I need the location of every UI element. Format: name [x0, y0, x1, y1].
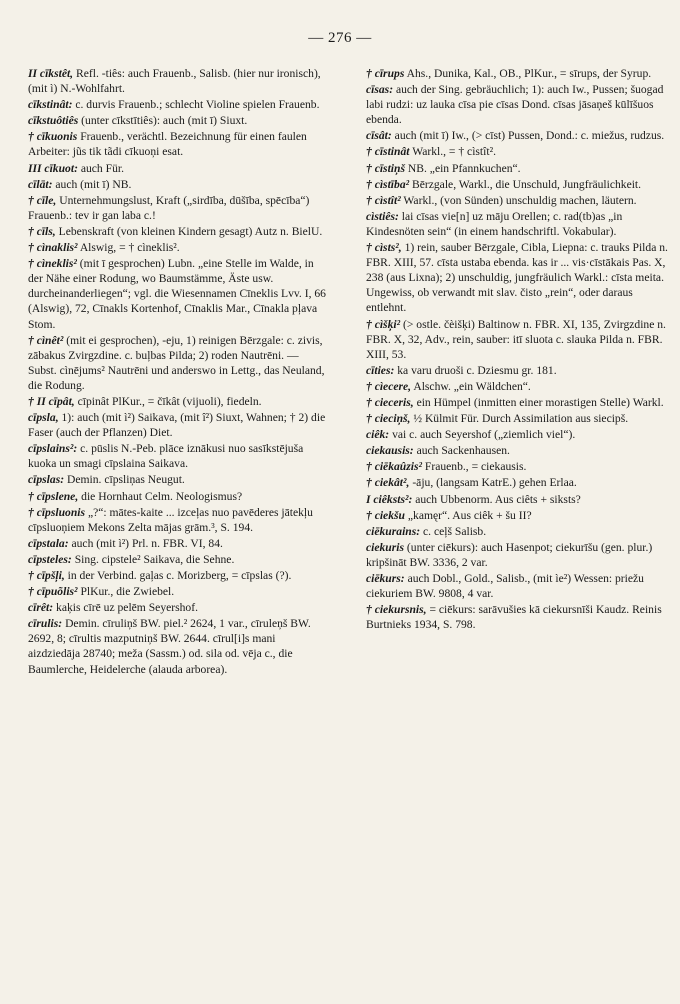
dictionary-entry	[366, 508, 668, 523]
dictionary-entry	[28, 568, 330, 583]
dictionary-entry	[28, 66, 330, 96]
dictionary-entry	[366, 411, 668, 426]
entry-text: cīpinât PlKur., = čīkât (vijuoli), fiedeln.	[77, 394, 262, 408]
dictionary-entry	[366, 209, 668, 239]
entry-headword: † cìnaklis²	[28, 241, 78, 255]
entry-text: c. durvis Frauenb.; schlecht Violine spielen Frauenb.	[75, 98, 320, 112]
dictionary-entry	[366, 161, 668, 176]
dictionary-entry	[28, 552, 330, 567]
entry-headword: † cìstība²	[366, 177, 410, 191]
dictionary-entry	[28, 489, 330, 504]
entry-headword: cīpslas:	[28, 473, 65, 487]
entry-text: Warkl., (von Sünden) unschuldig machen, läutern.	[403, 193, 637, 207]
dictionary-entry	[366, 524, 668, 539]
entry-text: auch (mit ī) NB.	[55, 177, 132, 191]
entry-headword: † ciekursnis,	[366, 603, 427, 617]
entry-text: Bērzgale, Warkl., die Unschuld, Jungfräulichkeit.	[412, 177, 642, 191]
entry-headword: cīpsla,	[28, 411, 59, 425]
dictionary-entry	[366, 240, 668, 315]
entry-text: lai cīsas vie[n] uz māju Orellen; c. rad(tb)as „in Kindesnöten sein“ (in einem handschriftl. Vokabular).	[366, 209, 623, 238]
entry-headword: ciekuris	[366, 540, 405, 554]
entry-headword: ciekausis:	[366, 444, 414, 458]
dictionary-entry	[28, 616, 330, 676]
entry-text: „kamęr“. Aus ciêk + šu II?	[407, 508, 532, 522]
dictionary-entry	[366, 82, 668, 127]
entry-headword: ciēkurains:	[366, 524, 421, 538]
entry-text: Ahs., Dunika, Kal., OB., PlKur., = sīrups, der Syrup.	[406, 67, 652, 80]
entry-headword: cīpstala:	[28, 536, 69, 550]
dictionary-entry	[366, 443, 668, 458]
entry-text: -āju, (langsam KatrE.) gehen Erlaa.	[412, 476, 577, 490]
entry-text: Alswig, = † cìneklis².	[79, 241, 180, 255]
entry-text: auch Sackenhausen.	[416, 444, 510, 458]
entry-text: 1) rein, sauber Bērzgale, Cibla, Liepna: c. trauks Pilda n. FBR. XIII, 57. cīsta ustaba ebenda. kas ir ... vis·cīstākais Pas. X, 238 (aus Lixna); 2) unschuldig, jungfräulich Warkl.: cīsta meita. Ungewiss, ob verwandt mit slav. čisto „rein“, oder daraus entlehnt.	[366, 241, 668, 315]
entry-headword: cīties:	[366, 363, 395, 377]
dictionary-entry	[28, 193, 330, 223]
entry-headword: † cīle,	[28, 193, 57, 207]
entry-headword: III cīkuot:	[28, 161, 78, 175]
dictionary-entry	[28, 584, 330, 599]
entry-text: c. pūslis N.-Peb. plāce iznākusi nuo sasīkstējuša kuoka un smagi cīpslaina Saikava.	[28, 442, 304, 471]
entry-headword: † cīpsluonis	[28, 505, 86, 519]
entry-headword: † cìnêt²	[28, 333, 64, 347]
entry-text: auch Dobl., Gold., Salisb., (mit ìe²) Wessen: priežu ciekuriem BW. 9808, 4 var.	[366, 572, 644, 601]
entry-headword: cìstiês:	[366, 209, 399, 223]
dictionary-entry	[28, 161, 330, 176]
entry-headword: † cīpslene,	[28, 489, 79, 503]
dictionary-entry	[28, 256, 330, 331]
entry-headword: † II cīpât,	[28, 394, 75, 408]
dictionary-entry	[28, 505, 330, 535]
entry-text: Demin. cīruliņš BW. piel.² 2624, 1 var., cīruleņš BW. 2692, 8; cīrultis mazputniņš BW. 2644. cīrul[i]s mani aizdziedāja 28740; meža (Sassm.) od. sila od. vēja c., die Baumlerche, Heidelerche (alauda arborea).	[28, 617, 311, 676]
entry-text: kaķis cīrē uz pelēm Seyershof.	[56, 601, 198, 615]
entry-headword: † cīls,	[28, 224, 56, 238]
entry-headword: cīsas:	[366, 83, 394, 97]
entry-headword: cīpslains²:	[28, 442, 78, 456]
entry-text: NB. „ein Pfannkuchen“.	[407, 161, 521, 175]
dictionary-entry	[28, 97, 330, 112]
entry-headword: † ciekât²,	[366, 476, 410, 490]
entry-headword: † cìecere,	[366, 379, 412, 393]
entry-text: (mit ī gesprochen) Lubn. „eine Stelle im Walde, in der Nähe einer Rodung, wo Baumstämme, Äste usw. durcheinanderliegen“; vgl. die Wiesennamen Cīneklis Lvv. I, 66 (Alswig), 72, Cīnakls Kortenhof, Cīnaklis Mar., Cīnakla pļava Stom.	[28, 257, 326, 331]
dictionary-entry	[366, 427, 668, 442]
dictionary-entry	[366, 317, 668, 362]
entry-text: die Hornhaut Celm. Neologismus?	[81, 489, 243, 503]
entry-headword: † cīstinât	[366, 145, 410, 159]
page-number: — 276 —	[308, 30, 372, 46]
entry-text: auch der Sing. gebräuchlich; 1): auch Iw., Pussen; šuogad labi rudzi: uz lauka cīsa pie cīsas Dond. cīsas jāsaņeš kūlīšuos ebenda.	[366, 83, 664, 127]
entry-text: Sing. cipstele² Saikava, die Sehne.	[74, 552, 235, 566]
dictionary-entry	[366, 395, 668, 410]
dictionary-entry	[28, 472, 330, 487]
entry-text: (mit ei gesprochen), -eju, 1) reinigen Bērzgale: c. zivis, zābakus Zvirgzdine. c. buļbas Pilda; 2) roden Nautrēni. — Subst. cìnējums² Nautrēni und anderswo in Lettg., das Neuland, die Rodung.	[28, 333, 325, 392]
entry-headword: † cìsts²,	[366, 241, 402, 255]
dictionary-entry	[366, 540, 668, 570]
dictionary-entry	[366, 602, 668, 632]
dictionary-entry	[28, 333, 330, 393]
entry-text: c. ceļš Salisb.	[423, 524, 487, 538]
dictionary-entry	[366, 193, 668, 208]
entry-text: Warkl., = † cìstît².	[412, 145, 496, 159]
entry-headword: † cīkuonis	[28, 130, 78, 144]
entry-headword: cīkstuôtiês	[28, 114, 79, 128]
dictionary-entry	[28, 224, 330, 239]
dictionary-entry	[28, 536, 330, 551]
dictionary-entry	[366, 66, 668, 81]
entry-text: auch Für.	[80, 161, 124, 175]
dictionary-entry	[28, 441, 330, 471]
entry-text: Alschw. „ein Wäldchen“.	[413, 379, 531, 393]
entry-headword: † cìšķi²	[366, 317, 401, 331]
dictionary-entry	[28, 113, 330, 128]
left-column	[28, 66, 330, 678]
entry-text: Lebenskraft (von kleinen Kindern gesagt) Autz n. BielU.	[58, 224, 323, 238]
entry-headword: I ciêksts²:	[366, 492, 413, 506]
entry-headword: cīlāt:	[28, 177, 53, 191]
entry-headword: II cīkstêt,	[28, 67, 74, 80]
entry-text: (> ostle. čèišķi) Baltinow n. FBR. XI, 135, Zvirgzdine n. FBR. X, 32, Adv., rein, sauber: itī sluota c. slauka Pilda n. FBR. XIII, 53.	[366, 317, 666, 361]
dictionary-entry	[366, 128, 668, 143]
dictionary-entry	[366, 144, 668, 159]
entry-headword: cīkstinât:	[28, 98, 73, 112]
entry-headword: cīsât:	[366, 129, 392, 143]
entry-headword: cīpsteles:	[28, 552, 72, 566]
dictionary-entry	[366, 363, 668, 378]
entry-headword: † cīstiņš	[366, 161, 405, 175]
entry-text: auch (mit ì²) Prl. n. FBR. VI, 84.	[71, 536, 223, 550]
entry-text: Unternehmungslust, Kraft („sirdība, dūšība, spēcība“) Frauenb.: tev ir gan laba c.!	[28, 193, 310, 222]
entry-text: in der Verbind. gaļas c. Morizberg, = cīpslas (?).	[67, 569, 292, 582]
entry-headword: † cìneklis²	[28, 257, 77, 271]
right-column	[366, 66, 668, 633]
entry-text: (unter ciēkurs): auch Hasenpot; ciekurīšu (gen. plur.) kripšināt BW. 3336, 2 var.	[366, 540, 653, 569]
entry-headword: cīrêt:	[28, 601, 54, 615]
entry-text: = ciēkurs: sarāvušies kā ciekursnīši Kaudz. Reinis Burtnieks 1934, S. 798.	[366, 603, 662, 632]
entry-headword: † cieceris,	[366, 395, 414, 409]
entry-text: ka varu druoši c. Dziesmu gr. 181.	[397, 363, 557, 377]
dictionary-entry	[28, 177, 330, 192]
entry-headword: † ciekšu	[366, 508, 405, 522]
dictionary-entry	[366, 177, 668, 192]
dictionary-entry	[366, 475, 668, 490]
entry-text: ½ Külmit Für. Durch Assimilation aus siecipš.	[413, 412, 629, 426]
dictionary-entry	[366, 379, 668, 394]
entry-text: Frauenb., verächtl. Bezeichnung für einen faulen Arbeiter: jũs tik tãdi cīkuoņi esat.	[28, 130, 307, 159]
dictionary-entry	[28, 240, 330, 255]
entry-headword: ciēkurs:	[366, 572, 405, 585]
entry-text: 1): auch (mit ì²) Saikava, (mit î²) Siuxt, Wahnen; † 2) die Faser (auch der Pflanzen) Diet.	[28, 411, 326, 440]
entry-headword: † ciēkaûzis²	[366, 460, 422, 474]
entry-text: Demin. cīpsliņas Neugut.	[66, 473, 185, 487]
entry-text: auch (mit ī) Iw., (> cīst) Pussen, Dond.: c. miežus, rudzus.	[394, 129, 665, 143]
dictionary-entry	[28, 410, 330, 440]
entry-text: Refl. -tiês: auch Frauenb., Salisb. (hier nur ironisch), (mit ì) N.-Wohlfahrt.	[28, 67, 321, 96]
entry-headword: † cīpuõlis²	[28, 585, 78, 599]
entry-headword: † cìstît²	[366, 193, 401, 207]
entry-headword: † cīrups	[366, 67, 405, 80]
entry-text: „?“: mātes-kaite ... izceļas nuo pavēderes jātekļu cīpsluoņiem Mekons Zelta mājas grām.³, S. 194.	[28, 505, 313, 534]
dictionary-entry	[366, 459, 668, 474]
dictionary-entry	[28, 600, 330, 615]
entry-text: ein Hümpel (inmitten einer morastigen Stelle) Warkl.	[416, 395, 664, 409]
entry-text: PlKur., die Zwiebel.	[80, 585, 175, 599]
entry-text: auch Ubbenorm. Aus ciêts + siksts?	[415, 492, 581, 506]
entry-text: (unter cīkstītiês): auch (mit ī) Siuxt.	[81, 114, 248, 128]
entry-text: vai c. auch Seyershof („ziemlich viel“).	[392, 428, 576, 442]
entry-text: Frauenb., = ciekausis.	[424, 460, 527, 474]
entry-headword: cīrulis:	[28, 617, 63, 631]
entry-headword: † cieciņš,	[366, 412, 411, 426]
dictionary-entry	[28, 394, 330, 409]
entry-headword: † cīpšļi,	[28, 569, 65, 582]
dictionary-entry	[28, 129, 330, 159]
entry-headword: ciêk:	[366, 428, 390, 442]
dictionary-entry	[366, 492, 668, 507]
dictionary-entry	[366, 571, 668, 601]
